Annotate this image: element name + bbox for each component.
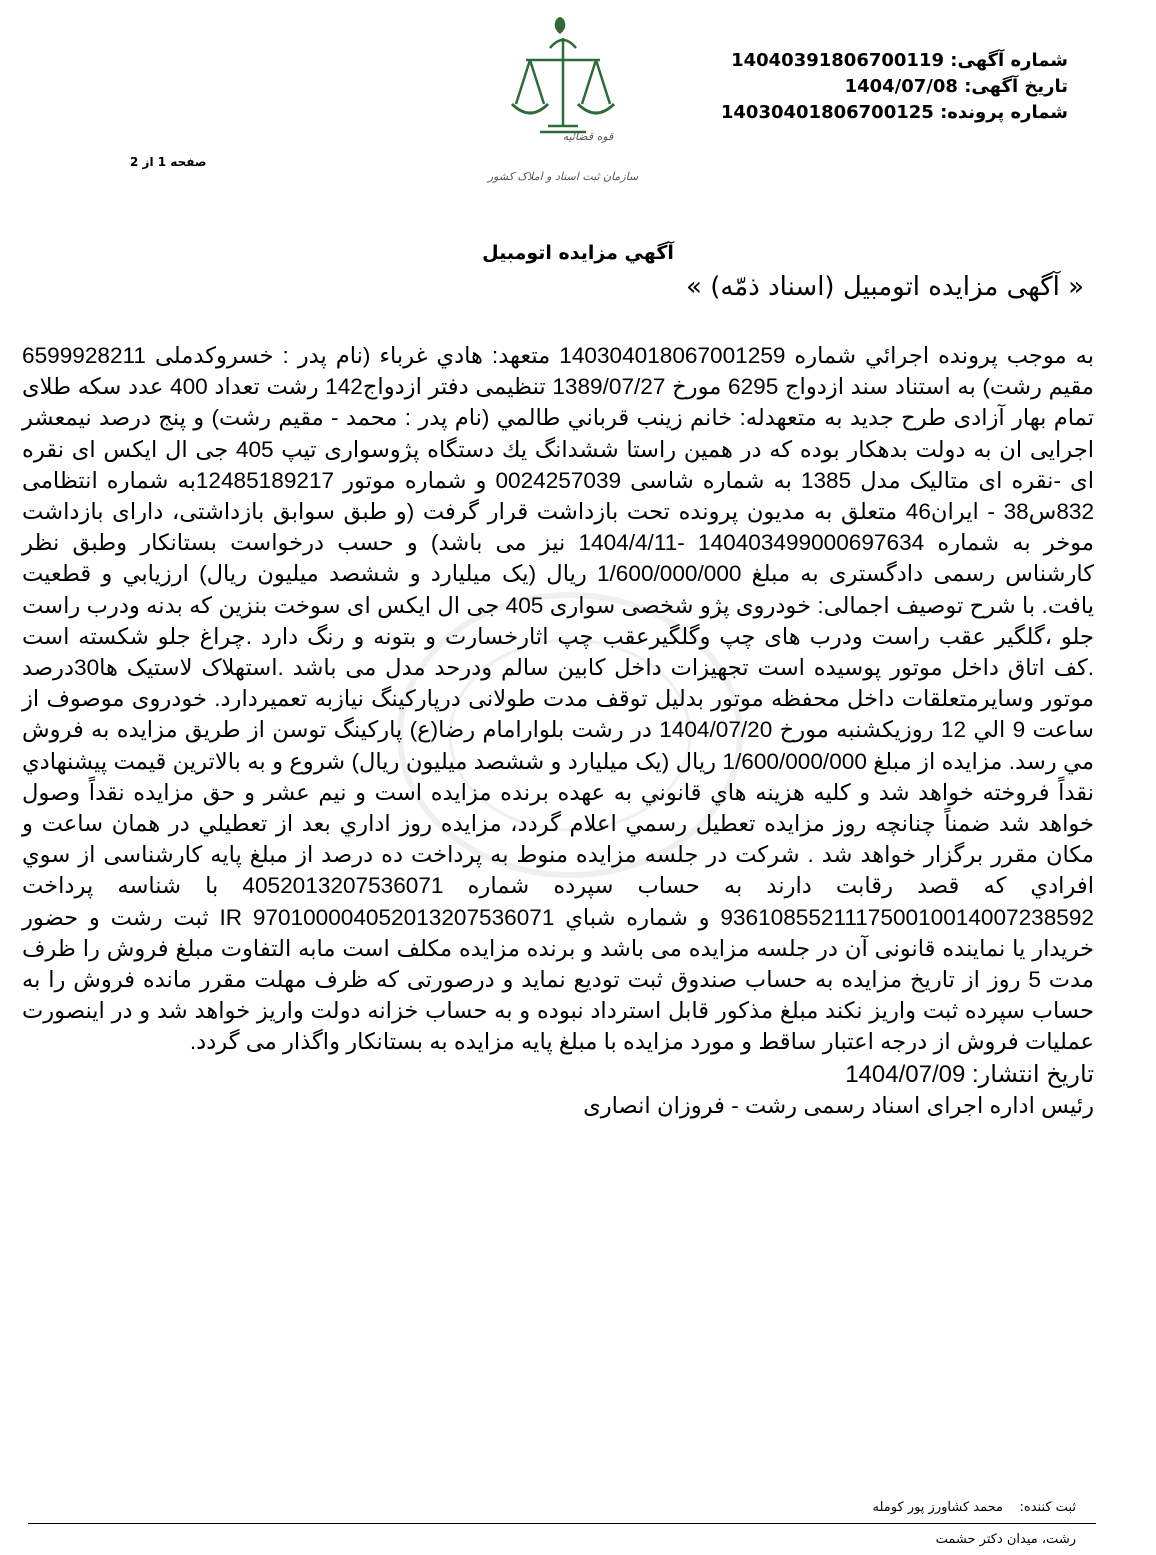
publish-date-row <box>22 1060 1094 1090</box>
emblem-org-line1: قوه قضائیه <box>562 130 614 143</box>
case-number: 14030401806700125 <box>720 102 934 123</box>
document-subtitle: « آگهی مزایده اتومبیل (اسناد ذمّه) » <box>686 272 1084 302</box>
ad-date-row <box>721 74 1068 100</box>
footer-address: رشت، میدان دکتر حشمت <box>935 1532 1076 1547</box>
footer-divider <box>28 1523 1096 1524</box>
ad-meta-block <box>721 48 1068 126</box>
signer-line: رئیس اداره اجرای اسناد رسمی رشت - فروزان انصاری <box>583 1092 1094 1118</box>
document-title: آگهي مزايده اتومبيل <box>482 242 674 264</box>
body-paragraph: به موجب پرونده اجرائي شماره 140304018067001259 متعهد: هادي غرباء (نام پدر : خسروکدملی 6599928211 مقیم رشت) به استناد سند ازدواج 6295 مورخ 1389/07/27 تنظیمی دفتر ازدواج142 رشت تعداد 400 عدد سکه طلای تمام بهار آزادی طرح جدید به متعهدله: خانم زينب قرباني طالمي (نام پدر : محمد - مقیم رشت) و پنج درصد نیمعشر اجرایی ان به دولت بدهکار بوده که در همین راستا ششدانگ يك دستگاه پژوسواری تیپ 405 جی ال ایکس ای نقره ای -نقره ای متالیک مدل 1385 به شماره شاسی 0024257039 و شماره موتور 12485189217به شماره انتظامی 832س38 - ایران46 متعلق به مديون پرونده تحت بازداشت قرار گرفت (و طبق سوابق بازداشتی، دارای بازداشت موخر به شماره 140403499000697634 -1404/4/11 نیز می باشد) و حسب درخواست بستانکار وطبق نظر کارشناس رسمی دادگستری به مبلغ 1/600/000/000 ریال (یک میلیارد و ششصد میلیون ریال) ارزیابي و قطعیت یافت. با شرح توصیف اجمالی: خودروی پژو شخصی سواری 405 جی ال ایکس ای سوخت بنزین که بدنه ودرب راست جلو ،گلگیر عقب راست ودرب های چپ وگلگیرعقب چپ اثارخسارت و بتونه و رنگ دارد .چراغ جلو شکسته است .کف اتاق داخل موتور پوسیده است تجهیزات داخل کابین سالم ودرحد مدل می باشد .استهلاک لاستیک ها30درصد موتور وسایرمتعلقات داخل محفظه موتور بدلیل توقف مدت طولانی درپارکینگ نیازبه تعمیردارد. خودروی موصوف از ساعت 9 الي 12 روزیکشنبه مورخ 1404/07/20 در رشت بلوارامام رضا(ع) پارکینگ توسن از طريق مزايده به فروش مي رسد. مزايده از مبلغ 1/600/000/000 ریال (یک میلیارد و ششصد میلیون ریال) شروع و به بالاترين قيمت پيشنهادي نقداً فروخته خواهد شد و كليه هزينه هاي قانوني به عهده برنده مزايده است و نیم عشر و حق مزایده نقداً وصول خواهد شد ضمناً چنانچه روز مزايده تعطيل رسمي اعلام گردد، مزايده روز اداري بعد از تعطيلي در همان ساعت و مكان مقرر برگزار خواهد شد . شرکت در جلسه مزایده منوط به پرداخت ده درصد از مبلغ پایه کارشناسی از سوي افرادي که قصد رقابت دارند به حساب سپرده شماره 4052013207536071 با شناسه پرداخت 936108552111750010014007238592 و شماره شباي IR 970100004052013207536071 ثبت رشت و حضور خريدار يا نماينده قانونی آن در جلسه مزايده می باشد و برنده مزايده مکلف است مابه التفاوت مبلغ فروش را ظرف مدت 5 روز از تاريخ مزايده به حساب صندوق ثبت توديع نمايد و درصورتی که ظرف مهلت مقرر مانده فروش را به حساب سپرده ثبت واريز نکند مبلغ مذکور قابل استرداد نبوده و به حساب خزانه دولت واريز خواهد شد و در اينصورت عمليات فروش از درجه اعتبار ساقط و مورد مزايده با مبلغ پايه مزايده به بستانکار واگذار می گردد. <box>22 343 1095 1055</box>
ad-number-row <box>721 48 1068 74</box>
registrar-row <box>873 1500 1076 1515</box>
ad-date: 1404/07/08 <box>844 76 958 97</box>
scales-of-justice-emblem-icon <box>478 8 648 198</box>
announcement-body <box>22 340 1094 1122</box>
publish-date: 1404/07/09 <box>845 1060 966 1088</box>
case-number-row <box>721 100 1068 126</box>
emblem-org-line2: سازمان ثبت اسناد و املاک کشور <box>487 170 639 183</box>
case-number-label: شماره پرونده: <box>940 102 1068 123</box>
registrar-label: ثبت کننده: <box>1019 1500 1076 1515</box>
ad-date-label: تاریخ آگهی: <box>964 76 1068 97</box>
ad-number-label: شماره آگهی: <box>950 50 1068 71</box>
ad-number: 14040391806700119 <box>731 50 944 71</box>
registrar-name: محمد کشاورز پور کومله <box>872 1500 1003 1515</box>
page-indicator: صفحه 1 از 2 <box>130 155 207 169</box>
publish-date-label: تاریخ انتشار: <box>972 1060 1094 1088</box>
